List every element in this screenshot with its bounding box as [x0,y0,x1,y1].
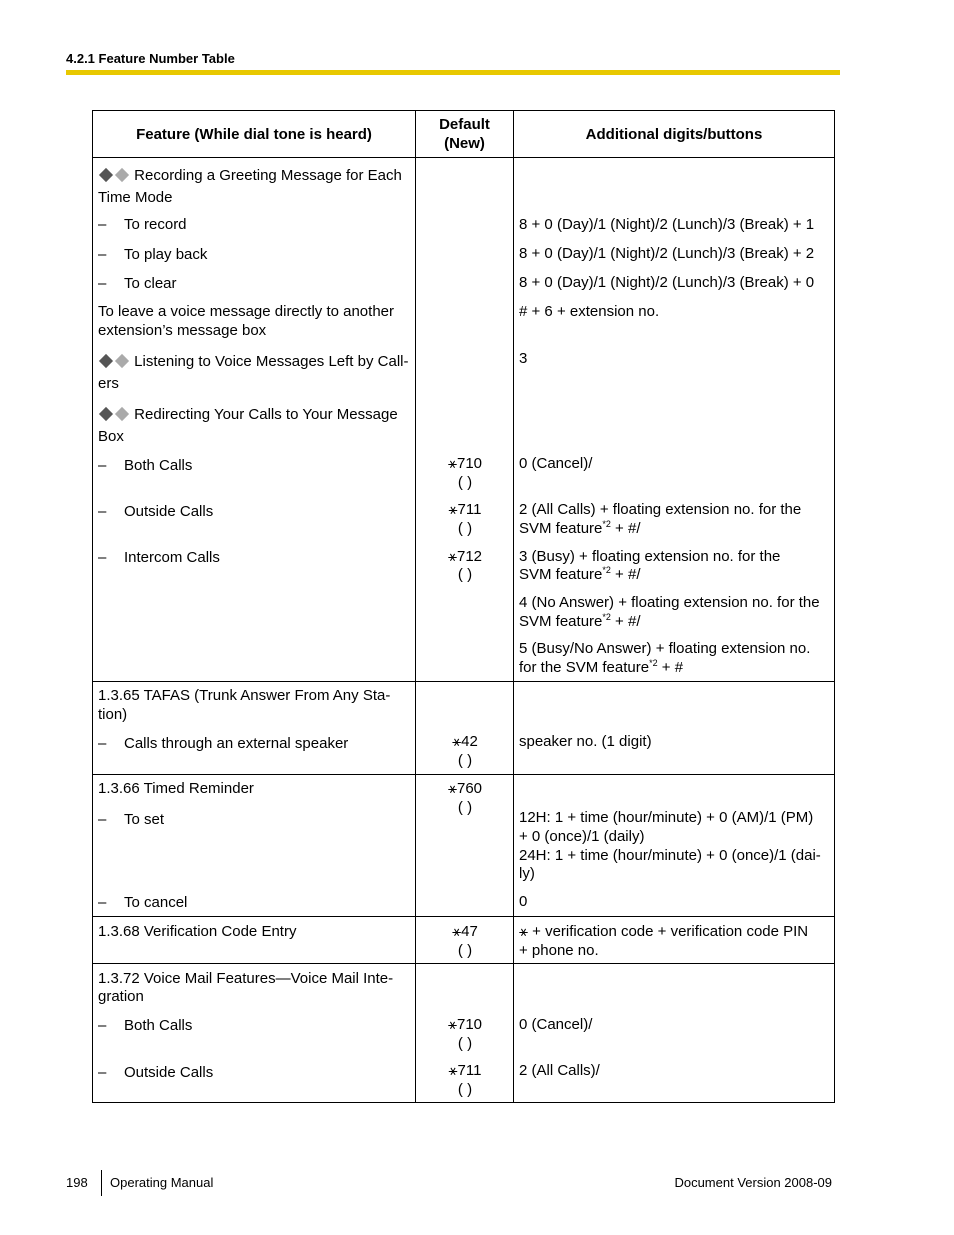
header-default-l2: (New) [444,135,485,152]
timed-reminder-title: 1.3.66 Timed Reminder [98,780,254,797]
feature-code: ⚹711 [448,501,482,518]
playback-digits: 8 + 0 (Day)/1 (Night)/2 (Lunch)/3 (Break) + 2 [519,245,815,262]
both-digits: 0 (Cancel)/ [519,455,593,472]
footnote-ref: *2 [602,612,611,622]
diamond-icon [115,168,129,182]
outside-calls-label: Outside Calls [124,503,214,520]
document-version: Document Version 2008-09 [674,1175,832,1190]
feature-code: ⚹42 [452,733,478,750]
code-paren: ( ) [457,752,473,769]
leave-label: To leave a voice message directly to another [98,303,394,320]
table-row [93,775,835,917]
leave-label-2: extension’s message box [98,322,267,339]
outside-calls-label: Outside Calls [124,1064,214,1081]
section-title: 4.2.1 Feature Number Table [66,51,235,66]
diamond-icon [99,407,113,421]
noanswer-digits: 4 (No Answer) + floating extension no. for the [519,594,820,611]
outside-digits-2: SVM feature [519,520,603,537]
speaker-digits: speaker no. (1 digit) [519,733,652,750]
feature-code: ⚹710 [447,455,483,472]
code-paren: ( ) [457,1081,473,1098]
tafas-title-2: tion) [98,706,128,723]
both-calls-label: Both Calls [124,1017,193,1034]
clear-digits: 8 + 0 (Day)/1 (Night)/2 (Lunch)/3 (Break) + 0 [519,274,815,291]
verification-title: 1.3.68 Verification Code Entry [98,923,297,940]
dash: – [98,246,107,263]
code-paren: ( ) [457,942,473,959]
dash: – [98,549,107,566]
leave-digits: # + 6 + extension no. [519,303,660,320]
diamond-icon [99,168,113,182]
verification-digits: ⚹ + verification code + verification code PIN [519,923,809,940]
feature-code: ⚹712 [447,548,483,565]
dash: – [98,894,107,911]
code-paren: ( ) [457,520,473,537]
voicemail-title: 1.3.72 Voice Mail Features—Voice Mail Inte- [98,970,394,987]
footer-divider [101,1170,102,1196]
table-row [93,917,835,964]
intercom-digits-2: SVM feature [519,566,603,583]
listen-label-2: ers [98,375,119,392]
footnote-ref: *2 [602,565,611,575]
busyno-digits-2: for the SVM feature [519,659,650,676]
page-number: 198 [66,1175,88,1190]
playback-label: To play back [124,246,208,263]
set-digits: 12H: 1 + time (hour/minute) + 0 (AM)/1 (PM) [519,809,814,826]
intercom-digits: 3 (Busy) + floating extension no. for the [519,548,781,565]
footnote-ref: *2 [649,658,658,668]
dash: – [98,216,107,233]
tafas-title: 1.3.65 TAFAS (Trunk Answer From Any Sta- [98,687,391,704]
header-default-l1: Default [439,116,490,133]
greeting-label: Recording a Greeting Message for Each [134,167,402,184]
table-header-row [93,111,835,158]
diamond-icon [115,407,129,421]
listen-digits: 3 [519,350,528,367]
set-digits-4: ly) [519,865,535,882]
feature-code: ⚹47 [452,923,478,940]
outside-digits: 2 (All Calls) + floating extension no. for the [519,501,802,518]
busyno-digits-3: + # [657,659,684,676]
noanswer-digits-2: SVM feature [519,613,603,630]
feature-number-table [92,110,835,1103]
redirect-label: Redirecting Your Calls to Your Message [134,406,398,423]
table-row [93,158,835,682]
set-digits-2: + 0 (once)/1 (daily) [519,828,645,845]
dash: – [98,1017,107,1034]
dash: – [98,811,107,828]
feature-code: ⚹760 [447,780,483,797]
table-row [93,964,835,1103]
code-paren: ( ) [457,1035,473,1052]
speaker-label: Calls through an external speaker [124,735,349,752]
outside-digits: 2 (All Calls)/ [519,1062,600,1079]
manual-name: Operating Manual [110,1175,214,1190]
set-label: To set [124,811,165,828]
table-row [93,682,835,775]
dash: – [98,735,107,752]
dash: – [98,503,107,520]
footnote-ref: *2 [602,519,611,529]
cancel-digits: 0 [519,893,528,910]
intercom-calls-label: Intercom Calls [124,549,220,566]
header-feature: Feature (While dial tone is heard) [93,111,416,158]
intercom-digits-3: + #/ [610,566,641,583]
dash: – [98,275,107,292]
both-digits: 0 (Cancel)/ [519,1016,593,1033]
outside-digits-3: + #/ [610,520,641,537]
feature-code: ⚹710 [447,1016,483,1033]
diamond-icon [115,354,129,368]
busyno-digits: 5 (Busy/No Answer) + floating extension no. [519,640,811,657]
feature-code: ⚹711 [448,1062,482,1079]
voicemail-title-2: gration [98,988,144,1005]
header-digits: Additional digits/buttons [514,111,835,158]
verification-digits-2: + phone no. [519,942,599,959]
header-default [416,111,514,158]
clear-label: To clear [124,275,177,292]
record-digits: 8 + 0 (Day)/1 (Night)/2 (Lunch)/3 (Break) + 1 [519,216,815,233]
dash: – [98,457,107,474]
greeting-label-2: Time Mode [98,189,173,206]
header-rule [66,70,840,75]
listen-label: Listening to Voice Messages Left by Call- [134,353,409,370]
noanswer-digits-3: + #/ [610,613,641,630]
redirect-label-2: Box [98,428,124,445]
dash: – [98,1064,107,1081]
both-calls-label: Both Calls [124,457,193,474]
code-paren: ( ) [457,799,473,816]
code-paren: ( ) [457,566,473,583]
code-paren: ( ) [457,474,473,491]
set-digits-3: 24H: 1 + time (hour/minute) + 0 (once)/1 (dai- [519,847,821,864]
diamond-icon [99,354,113,368]
record-label: To record [124,216,187,233]
cancel-label: To cancel [124,894,188,911]
